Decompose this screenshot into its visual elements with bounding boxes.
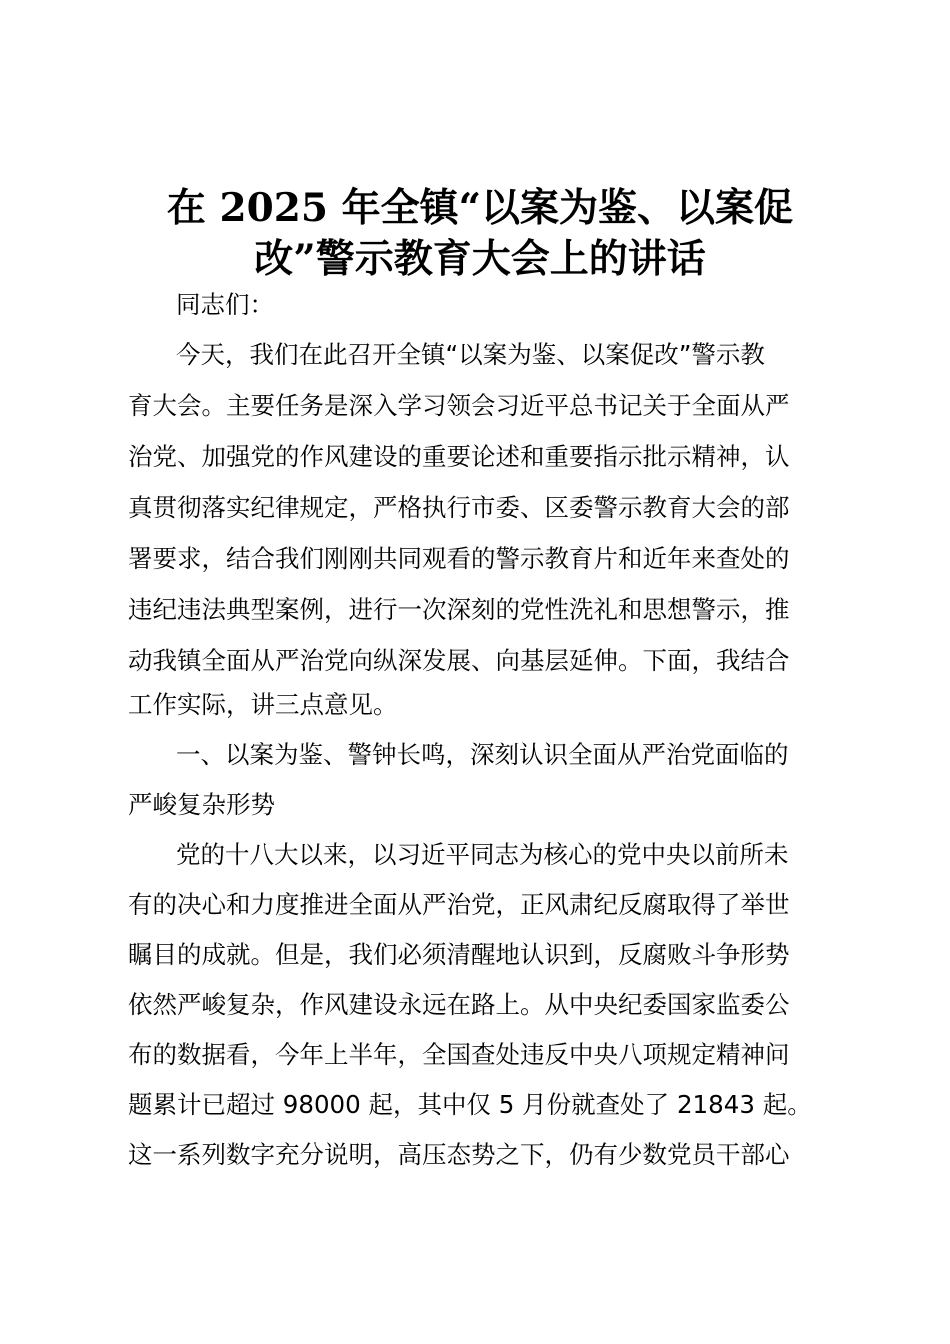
paragraph-line: 今天，我们在此召开全镇“以案为鉴、以案促改”警示教: [176, 340, 765, 369]
document-title-line-2: 改”警示教育大会上的讲话: [254, 236, 706, 282]
paragraph-line: 育大会。主要任务是深入学习领会习近平总书记关于全面从严: [128, 391, 790, 420]
paragraph-line: 题累计已超过 98000 起，其中仅 5 月份就查处了 21843 起。: [128, 1090, 812, 1119]
paragraph-line: 布的数据看，今年上半年，全国查处违反中央八项规定精神问: [128, 1040, 790, 1069]
paragraph-line: 违纪违法典型案例，进行一次深刻的党性洗礼和思想警示，推: [128, 595, 790, 624]
paragraph-line: 署要求，结合我们刚刚共同观看的警示教育片和近年来查处的: [128, 544, 790, 573]
paragraph-line: 有的决心和力度推进全面从严治党，正风肃纪反腐取得了举世: [128, 890, 790, 919]
paragraph-line: 真贯彻落实纪律规定，严格执行市委、区委警示教育大会的部: [128, 493, 790, 522]
paragraph-line: 动我镇全面从严治党向纵深发展、向基层延伸。下面，我结合: [128, 646, 790, 675]
section-heading-line: 一、以案为鉴、警钟长鸣，深刻认识全面从严治党面临的: [176, 740, 789, 769]
paragraph-line: 治党、加强党的作风建设的重要论述和重要指示批示精神，认: [128, 442, 790, 471]
paragraph-line: 工作实际，讲三点意见。: [128, 690, 398, 719]
document-title-line-1: 在 2025 年全镇“以案为鉴、以案促: [166, 185, 794, 231]
section-heading-line: 严峻复杂形势: [128, 790, 275, 819]
paragraph-line: 瞩目的成就。但是，我们必须清醒地认识到，反腐败斗争形势: [128, 940, 790, 969]
paragraph-line: 依然严峻复杂，作风建设永远在路上。从中央纪委国家监委公: [128, 990, 790, 1019]
paragraph-line: 党的十八大以来，以习近平同志为核心的党中央以前所未: [176, 840, 789, 869]
paragraph-line: 这一系列数字充分说明，高压态势之下，仍有少数党员干部心: [128, 1140, 790, 1169]
salutation: 同志们：: [176, 290, 274, 319]
